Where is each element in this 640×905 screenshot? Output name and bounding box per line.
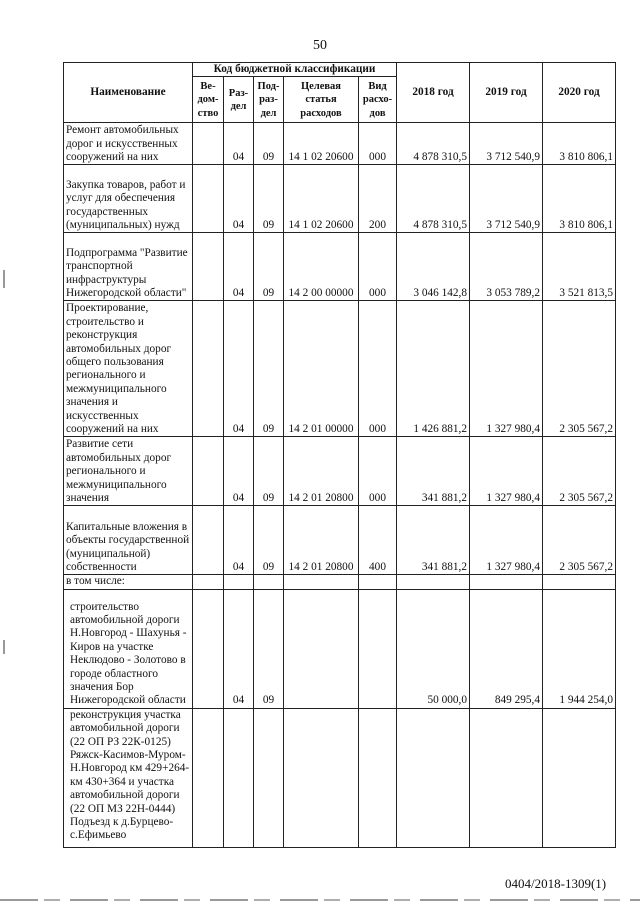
row-vedomstvo-cell: [193, 575, 224, 589]
row-razdel-cell: 04: [224, 233, 254, 301]
row-name-cell: в том числе:: [64, 575, 193, 589]
row-podrazdel-cell: 09: [254, 301, 284, 437]
row-expense-type-cell: 000: [359, 437, 397, 506]
row-2018-cell: 50 000,0: [397, 589, 470, 708]
row-podrazdel-cell: [254, 575, 284, 589]
row-target-article-cell: 14 2 01 20800: [284, 506, 359, 575]
row-podrazdel-cell: 09: [254, 506, 284, 575]
row-2019-cell: 1 327 980,4: [470, 437, 543, 506]
table-row: [64, 708, 616, 847]
row-2020-cell: 2 305 567,2: [543, 437, 616, 506]
row-razdel-cell: 04: [224, 506, 254, 575]
row-name-cell: Подпрограмма "Развитие транспортной инфраструктуры Нижегородской области": [64, 233, 193, 301]
budget-table: [63, 62, 616, 848]
table-row: [64, 589, 616, 708]
row-target-article-cell: [284, 575, 359, 589]
row-razdel-cell: [224, 708, 254, 847]
row-expense-type-cell: 000: [359, 233, 397, 301]
row-2020-cell: 1 944 254,0: [543, 589, 616, 708]
row-name-cell: строительство автомобильной дороги Н.Новгород - Шахунья - Киров на участке Неклюдово - Золотово в городе областного значения Бор Нижегородской области: [64, 589, 193, 708]
row-2019-cell: 1 327 980,4: [470, 301, 543, 437]
header-razdel: Раз-дел: [224, 77, 254, 123]
row-expense-type-cell: 400: [359, 506, 397, 575]
row-podrazdel-cell: 09: [254, 233, 284, 301]
row-name-cell: реконструкция участка автомобильной дороги (22 ОП РЗ 22К-0125) Ряжск-Касимов-Муром-Н.Новгород км 429+264- км 430+364 и участка автомобильной дороги (22 ОП МЗ 22Н-0444) Подъезд к д.Бурцево-с.Ефимьево: [64, 708, 193, 847]
row-2020-cell: 2 305 567,2: [543, 506, 616, 575]
row-razdel-cell: 04: [224, 589, 254, 708]
row-target-article-cell: 14 2 01 20800: [284, 437, 359, 506]
row-target-article-cell: [284, 708, 359, 847]
row-2018-cell: 3 046 142,8: [397, 233, 470, 301]
table-row: [64, 123, 616, 165]
row-razdel-cell: 04: [224, 301, 254, 437]
table-row: [64, 301, 616, 437]
header-2019: 2019 год: [470, 63, 543, 123]
row-target-article-cell: 14 1 02 20600: [284, 165, 359, 233]
row-razdel-cell: 04: [224, 123, 254, 165]
header-2020: 2020 год: [543, 63, 616, 123]
row-2019-cell: 1 327 980,4: [470, 506, 543, 575]
row-name-cell: Ремонт автомобильных дорог и искусственных сооружений на них: [64, 123, 193, 165]
row-2019-cell: 3 712 540,9: [470, 165, 543, 233]
row-2018-cell: 341 881,2: [397, 437, 470, 506]
row-expense-type-cell: [359, 575, 397, 589]
row-podrazdel-cell: 09: [254, 123, 284, 165]
row-razdel-cell: 04: [224, 437, 254, 506]
row-name-cell: Проектирование, строительство и реконструкция автомобильных дорог общего пользования регионального и межмуниципального значения и искусственных сооружений на них: [64, 301, 193, 437]
row-2020-cell: 3 521 813,5: [543, 233, 616, 301]
header-vedomstvo: Ве-дом-ство: [193, 77, 224, 123]
header-name: Наименование: [64, 63, 193, 123]
scan-artifact-line: [0, 899, 640, 901]
table-row: [64, 506, 616, 575]
scan-mark: [3, 270, 5, 288]
page-number: 50: [313, 38, 327, 53]
table-row: [64, 233, 616, 301]
row-2018-cell: 4 878 310,5: [397, 123, 470, 165]
table-row: [64, 165, 616, 233]
table-row: [64, 575, 616, 589]
row-vedomstvo-cell: [193, 165, 224, 233]
row-vedomstvo-cell: [193, 437, 224, 506]
row-2018-cell: 341 881,2: [397, 506, 470, 575]
row-expense-type-cell: 000: [359, 301, 397, 437]
row-name-cell: Закупка товаров, работ и услуг для обеспечения государственных (муниципальных) нужд: [64, 165, 193, 233]
row-2019-cell: 3 053 789,2: [470, 233, 543, 301]
row-podrazdel-cell: [254, 708, 284, 847]
row-2020-cell: [543, 575, 616, 589]
row-target-article-cell: [284, 589, 359, 708]
row-target-article-cell: 14 2 01 00000: [284, 301, 359, 437]
row-expense-type-cell: 000: [359, 123, 397, 165]
row-2020-cell: 2 305 567,2: [543, 301, 616, 437]
header-vid: Вид расхо-дов: [359, 77, 397, 123]
row-2020-cell: 3 810 806,1: [543, 123, 616, 165]
header-2018: 2018 год: [397, 63, 470, 123]
row-2019-cell: [470, 708, 543, 847]
row-2019-cell: 3 712 540,9: [470, 123, 543, 165]
row-vedomstvo-cell: [193, 506, 224, 575]
row-vedomstvo-cell: [193, 301, 224, 437]
row-podrazdel-cell: 09: [254, 437, 284, 506]
row-name-cell: Развитие сети автомобильных дорог регионального и межмуниципального значения: [64, 437, 193, 506]
row-vedomstvo-cell: [193, 589, 224, 708]
row-target-article-cell: 14 1 02 20600: [284, 123, 359, 165]
row-vedomstvo-cell: [193, 123, 224, 165]
row-2018-cell: [397, 575, 470, 589]
row-2020-cell: 3 810 806,1: [543, 165, 616, 233]
row-razdel-cell: [224, 575, 254, 589]
row-vedomstvo-cell: [193, 233, 224, 301]
scan-mark: [3, 640, 5, 654]
row-2019-cell: [470, 575, 543, 589]
row-target-article-cell: 14 2 00 00000: [284, 233, 359, 301]
header-podrazdel: Под-раз-дел: [254, 77, 284, 123]
row-podrazdel-cell: 09: [254, 589, 284, 708]
row-razdel-cell: 04: [224, 165, 254, 233]
header-code-group: Код бюджетной классификации: [193, 63, 397, 77]
row-2019-cell: 849 295,4: [470, 589, 543, 708]
row-2018-cell: [397, 708, 470, 847]
header-celevaya: Целевая статья расходов: [284, 77, 359, 123]
row-podrazdel-cell: 09: [254, 165, 284, 233]
document-code: 0404/2018-1309(1): [505, 876, 607, 891]
row-expense-type-cell: [359, 708, 397, 847]
row-expense-type-cell: 200: [359, 165, 397, 233]
row-2018-cell: 1 426 881,2: [397, 301, 470, 437]
table-row: [64, 437, 616, 506]
row-name-cell: Капитальные вложения в объекты государственной (муниципальной) собственности: [64, 506, 193, 575]
row-2018-cell: 4 878 310,5: [397, 165, 470, 233]
row-2020-cell: [543, 708, 616, 847]
row-expense-type-cell: [359, 589, 397, 708]
row-vedomstvo-cell: [193, 708, 224, 847]
